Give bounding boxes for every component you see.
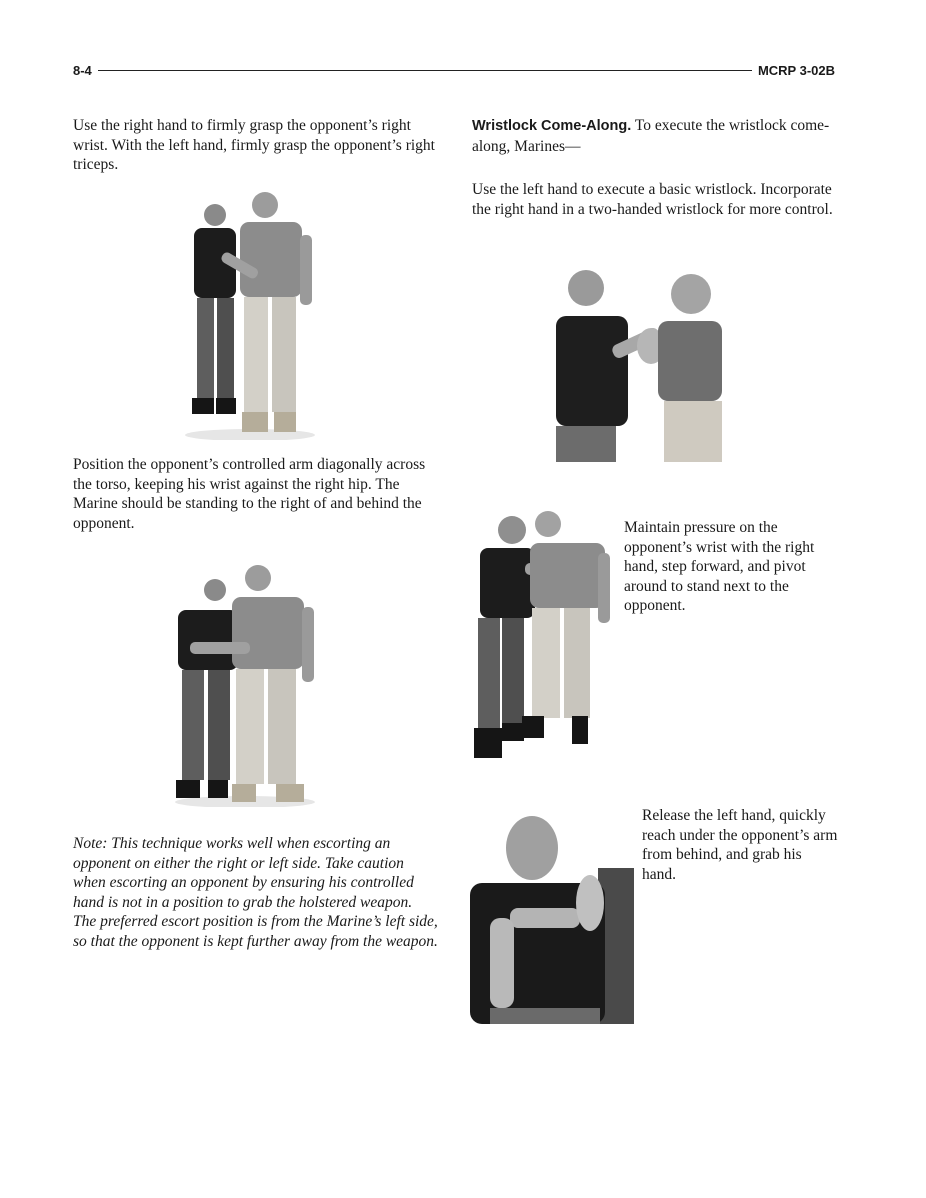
- position-instruction: Position the opponent’s controlled arm diagonally across the torso, keeping his wrist against the right hip. The Marine should be standing to the right of and behind the opponent.: [73, 456, 426, 532]
- escort-note: Note: This technique works well when escorting an opponent on either the right or left side. Take caution when escorting an opponent by ensuring his controlled hand is not in a position to grab the holstered weapon. The preferred escort position is from the Marine’s left side, so that the opponent is kept further away from the weapon.: [73, 835, 438, 950]
- photo-grab-hand: [470, 808, 634, 1024]
- photo-basic-wristlock: [556, 266, 722, 462]
- publication-id: MCRP 3-02B: [757, 62, 835, 78]
- page-number: 8-4: [73, 62, 92, 78]
- wristlock-step2: Maintain pressure on the opponent’s wrist with the right hand, step forward, and pivot around to stand next to the opponent.: [624, 519, 815, 614]
- page-header: [73, 60, 835, 80]
- header-rule: [98, 70, 752, 71]
- wristlock-intro: [472, 116, 837, 156]
- photo-position-arm: [170, 562, 320, 807]
- wristlock-intro-text: To execute the wristlock come-along, Marines—: [472, 117, 830, 155]
- wristlock-step1: Use the left hand to execute a basic wristlock. Incorporate the right hand in a two-handed wristlock for more control.: [472, 181, 833, 218]
- wristlock-heading: Wristlock Come-Along.: [472, 118, 632, 134]
- photo-step-and-pivot: [470, 508, 620, 766]
- photo-grasp-wrist-triceps: [180, 190, 315, 440]
- grasp-instruction: Use the right hand to firmly grasp the opponent’s right wrist. With the left hand, firmly grasp the opponent’s right triceps.: [73, 117, 435, 173]
- wristlock-step3: Release the left hand, quickly reach under the opponent’s arm from behind, and grab his hand.: [642, 807, 838, 883]
